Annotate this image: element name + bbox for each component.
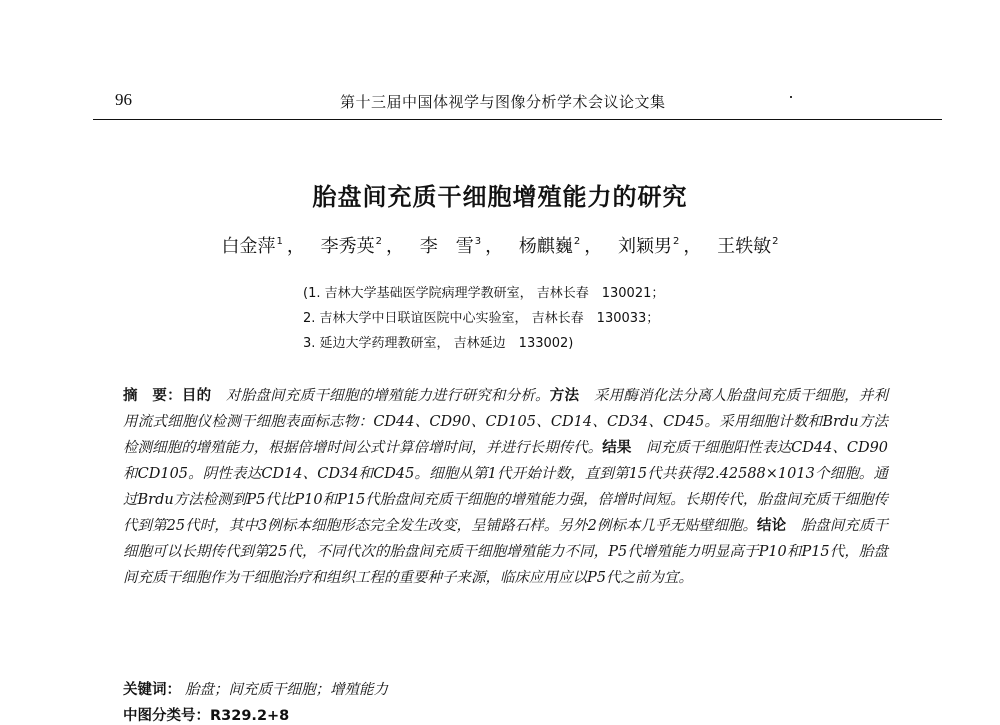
author: 刘颖男$^2$ bbox=[617, 236, 680, 257]
classification-number bbox=[123, 704, 289, 725]
author-list bbox=[0, 232, 1000, 258]
author: 王轶敏$^2$ bbox=[717, 236, 779, 257]
page-number: 96 bbox=[115, 90, 132, 109]
author: 杨麒巍$^2$ bbox=[518, 236, 581, 257]
author-separator: ， bbox=[485, 236, 504, 257]
classification-label: 中图分类号： bbox=[123, 708, 210, 724]
results-text: 间充质干细胞阳性表达CD44、CD90和CD105。阴性表达CD14、CD34和CD45。细胞从第1代开始计数，直到第15代共获得2.42588×1013个细胞。通过Brdu方法检测到P5代比P10和P15代胎盘间充质干细胞的增殖能力强，倍增时间短。长期传代，胎盘间充质干细胞传代到第25代时，其中3例标本细胞形态完全发生改变，呈铺路石样。另外2例标本几乎无贴壁细胞。 bbox=[123, 440, 889, 534]
header-rule bbox=[93, 119, 942, 120]
keywords-text: 胎盘；间充质干细胞；增殖能力 bbox=[185, 682, 388, 698]
objective-label: 目的 bbox=[181, 388, 212, 404]
running-header: 第十三届中国体视学与图像分析学术会议论文集 bbox=[340, 93, 666, 111]
affiliation: 2. 吉林大学中日联谊医院中心实验室， 吉林长春 130033； bbox=[303, 311, 660, 326]
affiliation: 3. 延边大学药理教研室， 吉林延边 133002) bbox=[303, 336, 574, 351]
methods-label: 方法 bbox=[549, 388, 580, 404]
abstract bbox=[123, 383, 888, 591]
abstract-label: 摘 要： bbox=[123, 388, 182, 404]
affiliation: (1. 吉林大学基础医学院病理学教研室， 吉林长春 130021； bbox=[303, 286, 665, 301]
keywords-label: 关键词： bbox=[123, 682, 181, 698]
conclusion-label: 结论 bbox=[757, 518, 787, 534]
methods-text: 采用酶消化法分离人胎盘间充质干细胞，并利用流式细胞仪检测干细胞表面标志物：CD44、CD90、CD105、CD14、CD34、CD45。采用细胞计数和Brdu方法检测细胞的增殖能力，根据倍增时间公式计算倍增时间，并进行长期传代。 bbox=[123, 388, 889, 456]
author: 李 雪$^3$ bbox=[419, 236, 482, 257]
author-separator: ， bbox=[286, 236, 305, 257]
author-separator: ， bbox=[584, 236, 603, 257]
author: 白金萍$^1$ bbox=[221, 236, 283, 257]
author-separator: ， bbox=[386, 236, 405, 257]
keywords bbox=[123, 678, 388, 699]
conclusion-text: 胎盘间充质干细胞可以长期传代到第25代，不同代次的胎盘间充质干细胞增殖能力不同，P5代增殖能力明显高于P10和P15代，胎盘间充质干细胞作为干细胞治疗和组织工程的重要种子来源，临床应用应以P5代之前为宜。 bbox=[123, 518, 889, 586]
objective-text: 对胎盘间充质干细胞的增殖能力进行研究和分析。 bbox=[226, 388, 550, 404]
header-dot bbox=[790, 96, 792, 98]
author: 李秀英$^2$ bbox=[320, 236, 383, 257]
results-label: 结果 bbox=[602, 440, 632, 456]
paper-title: 胎盘间充质干细胞增殖能力的研究 bbox=[312, 183, 688, 211]
author-separator: ， bbox=[683, 236, 702, 257]
classification-value: R329.2+8 bbox=[210, 708, 290, 724]
